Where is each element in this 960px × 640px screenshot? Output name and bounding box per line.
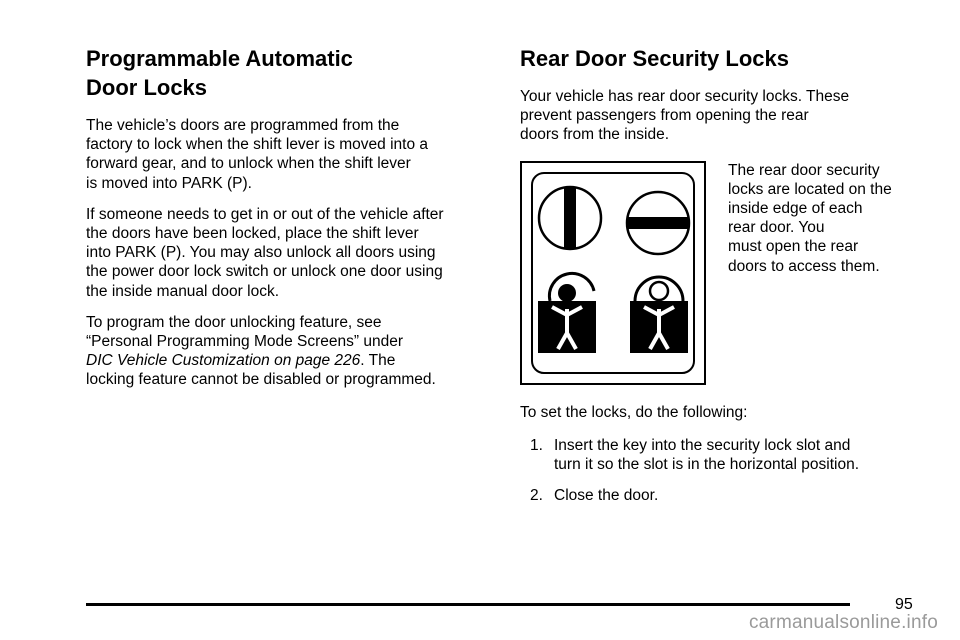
section-heading-rear-door-locks: Rear Door Security Locks xyxy=(520,46,789,71)
watermark: carmanualsonline.info xyxy=(748,612,938,633)
footer-rule xyxy=(86,603,850,606)
lock-diagram-svg xyxy=(522,163,708,387)
paragraph-program-feature: To program the door unlocking feature, see “Personal Programming Mode Screens” under DIC Vehicle Customization on page 226. The locking feature cannot be disabled or programmed. xyxy=(86,313,436,389)
security-lock-illustration xyxy=(520,161,706,385)
paragraph-intro: Your vehicle has rear door security locks. These prevent passengers from opening the rear doors from the inside. xyxy=(520,88,850,144)
cross-reference-link[interactable]: DIC Vehicle Customization on page 226 xyxy=(86,352,361,370)
figure-row xyxy=(520,161,925,391)
left-column xyxy=(86,44,496,402)
vertical-slot-icon xyxy=(539,187,601,249)
child-locked-icon xyxy=(630,277,688,353)
step-item: 1. Insert the key into the security lock slot and turn it so the slot is in the horizontal position. xyxy=(530,436,859,474)
figure-caption-text: The rear door security locks are located on the inside edge of each rear door. You must open the rear doors to access them. xyxy=(728,161,892,275)
right-column xyxy=(520,44,925,517)
page-number: 95 xyxy=(895,596,913,613)
paragraph-unlocking: If someone needs to get in or out of the vehicle after the doors have been locked, place the shift lever into PARK (P). You may also unlock all doors using the power door lock switch or unlock one door using the inside manual door lock. xyxy=(86,205,444,300)
section-heading-programmable-locks: Programmable Automatic Door Locks xyxy=(86,46,353,100)
steps-list xyxy=(520,436,925,506)
paragraph-factory-programming: The vehicle’s doors are programmed from the factory to lock when the shift lever is moved into a forward gear, and to unlock when the shift lever is moved into PARK (P). xyxy=(86,117,429,192)
horizontal-slot-icon xyxy=(627,192,689,254)
steps-intro: To set the locks, do the following: xyxy=(520,403,748,421)
child-unlocked-icon xyxy=(538,273,596,353)
step-item: 2. Close the door. xyxy=(530,487,659,505)
